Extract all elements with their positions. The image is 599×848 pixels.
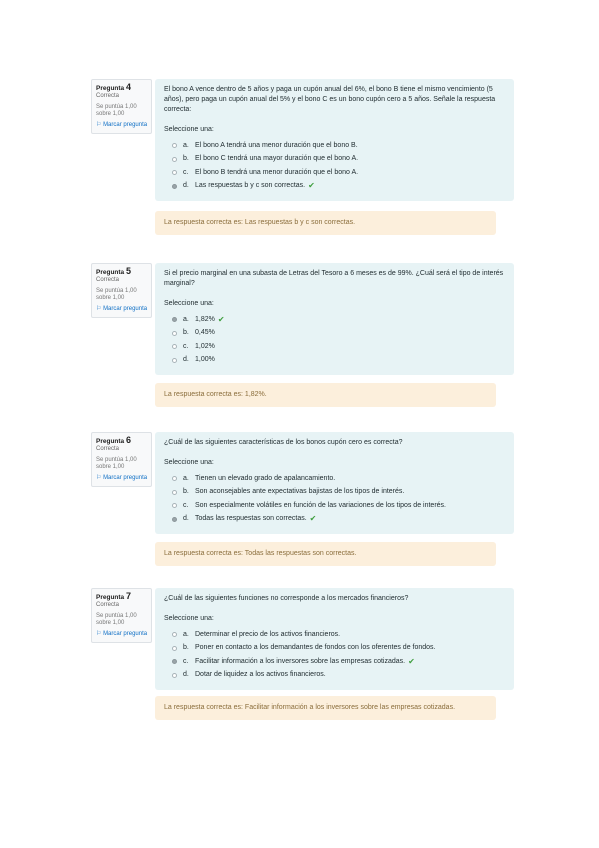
option-b[interactable]: b. Poner en contacto a los demandantes de fondos con los oferentes de fondos. [172, 642, 505, 656]
radio-button-selected[interactable] [172, 517, 177, 522]
select-label: Seleccione una: [164, 126, 214, 133]
question-number: Pregunta 6 [96, 435, 131, 445]
check-icon: ✔ [308, 181, 315, 191]
option-c[interactable]: c. 1,02% [172, 340, 505, 354]
question-state: Correcta [96, 446, 120, 452]
radio-button-selected[interactable] [172, 317, 177, 322]
answer-options [164, 313, 505, 367]
radio-button-selected[interactable] [172, 659, 177, 664]
option-c[interactable]: c. Facilitar información a los inversores sobre las empresas cotizadas. ✔ [172, 655, 505, 669]
radio-button[interactable] [172, 646, 177, 651]
option-a[interactable]: a. Determinar el precio de los activos financieros. [172, 628, 505, 642]
radio-button[interactable] [172, 673, 177, 678]
question-number: Pregunta 7 [96, 591, 131, 601]
check-icon: ✔ [217, 314, 225, 324]
check-icon: ✔ [309, 514, 317, 524]
question-grade: Se puntúa 1,00 sobre 1,00 [96, 287, 137, 301]
flag-question-link[interactable]: ⚐ Marcar pregunta [96, 305, 148, 312]
option-d[interactable]: d. Las respuestas b y c son correctas. ✔ [172, 180, 505, 194]
question-content [155, 263, 514, 375]
question-number: Pregunta 4 [96, 82, 131, 92]
radio-button[interactable] [172, 476, 177, 481]
option-d[interactable]: d. Dotar de liquidez a los activos financieros. [172, 669, 505, 683]
flag-icon: ⚐ [96, 305, 102, 312]
radio-button[interactable] [172, 331, 177, 336]
question-prompt: Si el precio marginal en una subasta de Letras del Tesoro a 6 meses es de 99%. ¿Cuál será el tipo de interés marginal? [164, 270, 504, 287]
option-a[interactable]: a. El bono A tendrá una menor duración que el bono B. [172, 139, 505, 153]
radio-button[interactable] [172, 344, 177, 349]
flag-question-link[interactable]: ⚐ Marcar pregunta [96, 121, 148, 128]
flag-icon: ⚐ [96, 121, 102, 128]
radio-button[interactable] [172, 490, 177, 495]
question-info [91, 263, 152, 318]
feedback: La respuesta correcta es: 1,82%. [155, 383, 496, 407]
question-content [155, 588, 514, 690]
feedback: La respuesta correcta es: Facilitar información a los inversores sobre las empresas cotizadas. [155, 696, 496, 720]
radio-button[interactable] [172, 170, 177, 175]
question-grade: Se puntúa 1,00 sobre 1,00 [96, 612, 137, 626]
select-label: Seleccione una: [164, 459, 214, 466]
question-info [91, 79, 152, 134]
check-icon: ✔ [408, 656, 415, 666]
question-prompt: ¿Cuál de las siguientes características de los bonos cupón cero es correcta? [164, 439, 403, 446]
question-state: Correcta [96, 93, 120, 99]
flag-icon: ⚐ [96, 630, 102, 637]
radio-button[interactable] [172, 358, 177, 363]
question-prompt: ¿Cuál de las siguientes funciones no corresponde a los mercados financieros? [164, 595, 409, 602]
option-b[interactable]: b. 0,45% [172, 327, 505, 341]
question-content [155, 432, 514, 534]
flag-question-link[interactable]: ⚐ Marcar pregunta [96, 474, 148, 481]
question-info [91, 588, 152, 643]
option-a[interactable]: a. Tienen un elevado grado de apalancamiento. [172, 472, 505, 486]
question-grade: Se puntúa 1,00 sobre 1,00 [96, 456, 137, 470]
option-c[interactable]: c. Son especialmente volátiles en función de las variaciones de los tipos de interés. [172, 499, 505, 513]
question-info [91, 432, 152, 487]
answer-options [164, 139, 505, 193]
option-b[interactable]: b. Son aconsejables ante expectativas bajistas de los tipos de interés. [172, 486, 505, 500]
radio-button[interactable] [172, 157, 177, 162]
radio-button[interactable] [172, 143, 177, 148]
radio-button[interactable] [172, 503, 177, 508]
question-prompt: El bono A vence dentro de 5 años y paga un cupón anual del 6%, el bono B tiene el mismo vencimiento (5 años), pero paga un cupón anual del 5% y el bono C es un bono cupón cero a 5 años. Señale la respuesta correcta: [164, 86, 496, 113]
answer-options [164, 472, 505, 526]
question-number: Pregunta 5 [96, 266, 131, 276]
option-b[interactable]: b. El bono C tendrá una mayor duración que el bono A. [172, 153, 505, 167]
select-label: Seleccione una: [164, 300, 214, 307]
feedback: La respuesta correcta es: Todas las respuestas son correctas. [155, 542, 496, 566]
option-d[interactable]: d. 1,00% [172, 354, 505, 368]
option-a[interactable]: a. 1,82% ✔ [172, 313, 505, 327]
answer-options [164, 628, 505, 682]
question-state: Correcta [96, 277, 120, 283]
flag-question-link[interactable]: ⚐ Marcar pregunta [96, 630, 148, 637]
feedback: La respuesta correcta es: Las respuestas b y c son correctas. [155, 211, 496, 235]
option-d[interactable]: d. Todas las respuestas son correctas. ✔ [172, 513, 505, 527]
option-c[interactable]: c. El bono B tendrá una menor duración que el bono A. [172, 166, 505, 180]
select-label: Seleccione una: [164, 615, 214, 622]
question-content [155, 79, 514, 201]
radio-button-selected[interactable] [172, 184, 177, 189]
flag-icon: ⚐ [96, 474, 102, 481]
question-grade: Se puntúa 1,00 sobre 1,00 [96, 103, 137, 117]
question-state: Correcta [96, 602, 120, 608]
radio-button[interactable] [172, 632, 177, 637]
